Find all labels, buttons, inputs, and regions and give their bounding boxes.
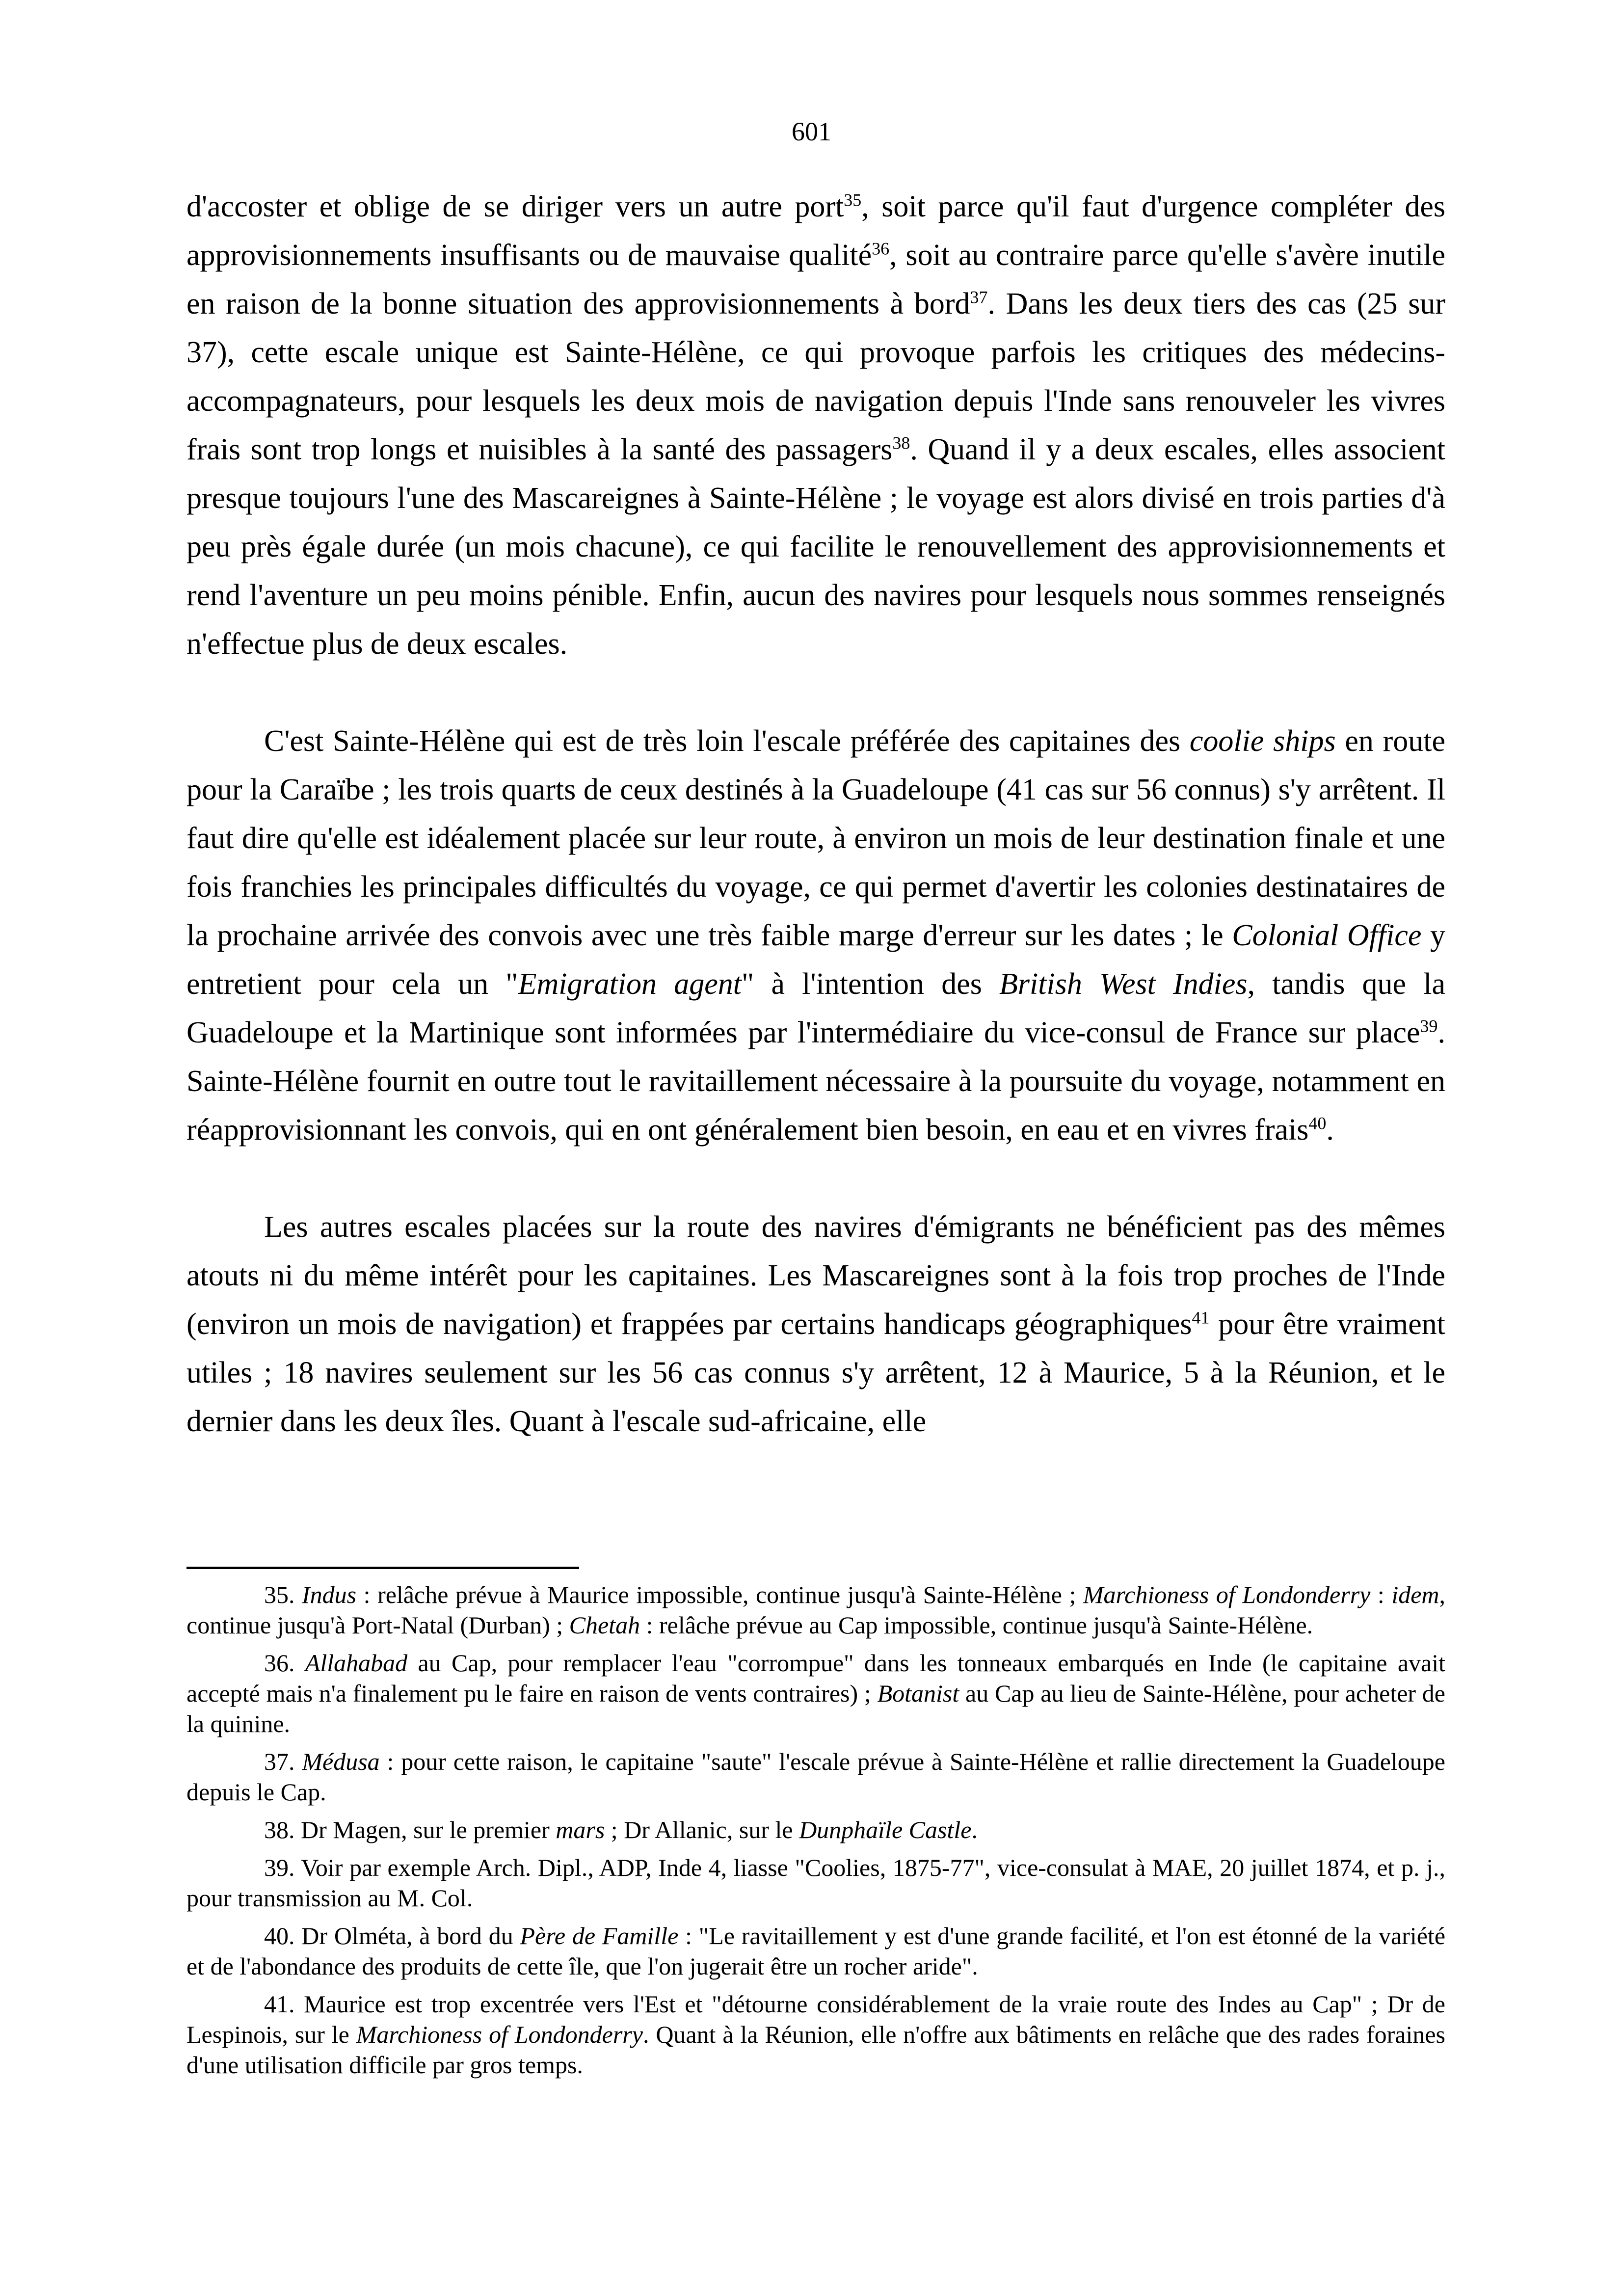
text-run: : relâche prévue au Cap impossible, continue jusqu'à Sainte-Hélène. xyxy=(640,1611,1313,1639)
italic-term: mars xyxy=(556,1816,605,1843)
footnote-41 xyxy=(186,1989,1445,2080)
italic-term: Dunphaïle Castle xyxy=(799,1816,972,1843)
text-run: C'est Sainte-Hélène qui est de très loin l'escale préférée des capitaines des xyxy=(264,724,1190,758)
page-number: 601 xyxy=(792,117,831,146)
footnote-ref-37[interactable]: 37 xyxy=(970,287,988,307)
footnote-37 xyxy=(186,1746,1445,1807)
italic-term: Indus xyxy=(302,1581,357,1608)
text-run: , tandis que la Guadeloupe et la Martinique sont informées par l'intermédiaire du vice-consul de France sur place xyxy=(186,967,1445,1049)
text-run: pour être vraiment utiles ; 18 navires seulement sur les 56 cas connus s'y arrêtent, 12 à Maurice, 5 à la Réunion, et le dernier dans les deux îles. Quant à l'escale sud-africaine, elle xyxy=(186,1308,1445,1438)
text-run: : pour cette raison, le capitaine "saute" l'escale prévue à Sainte-Hélène et rallie directement la Guadeloupe depuis le Cap. xyxy=(186,1748,1445,1806)
text-run: : "Le ravitaillement y est d'une grande facilité, et l'on est étonné de la variété et de l'abondance des produits de cette île, que l'on jugerait être un rocher aride". xyxy=(186,1922,1446,1980)
text-run: . Quant à la Réunion, elle n'offre aux bâtiments en relâche que des rades foraines d'une utilisation difficile par gros temps. xyxy=(186,2021,1445,2079)
italic-term: Père de Famille xyxy=(520,1922,679,1949)
footnote-40 xyxy=(186,1921,1445,1981)
footnote-number: 37. xyxy=(264,1748,302,1775)
text-run: , continue jusqu'à Port-Natal (Durban) ; xyxy=(186,1581,1446,1639)
text-run: au Cap, pour remplacer l'eau "corrompue" dans les tonneaux embarqués en Inde (le capitaine avait accepté mais n'a finalement pu le faire en raison de vents contraires) ; xyxy=(186,1649,1446,1707)
footnote-38 xyxy=(186,1815,1445,1845)
footnote-39 xyxy=(186,1852,1445,1913)
italic-term: Chetah xyxy=(569,1611,640,1639)
paragraph-1 xyxy=(186,183,1445,668)
text-run: . xyxy=(971,1816,978,1843)
text-run: Dr Magen, sur le premier xyxy=(301,1816,556,1843)
paragraph-2 xyxy=(186,717,1445,1154)
footnote-ref-41[interactable]: 41 xyxy=(1192,1308,1210,1328)
italic-term: coolie ships xyxy=(1189,724,1336,758)
footnote-number: 38. xyxy=(264,1816,301,1843)
italic-term: Allahabad xyxy=(305,1649,408,1677)
italic-term: Botanist xyxy=(877,1680,959,1707)
footnote-ref-39[interactable]: 39 xyxy=(1420,1016,1438,1036)
text-run: ; Dr Allanic, sur le xyxy=(605,1816,799,1843)
italic-term: Marchioness of Londonderry xyxy=(1083,1581,1371,1608)
footnote-number: 35. xyxy=(264,1581,302,1608)
footnote-separator xyxy=(186,1567,579,1569)
italic-term: Médusa xyxy=(302,1748,380,1775)
footnote-number: 39. xyxy=(264,1854,301,1881)
text-run: au Cap au lieu de Sainte-Hélène, pour acheter de la quinine. xyxy=(186,1680,1446,1737)
footnote-number: 36. xyxy=(264,1649,305,1677)
text-run: Voir par exemple Arch. Dipl., ADP, Inde 4, liasse "Coolies, 1875-77", vice-consulat à MAE, 20 juillet 1874, et p. j., pour transmission au M. Col. xyxy=(186,1854,1445,1912)
footnote-number: 40. xyxy=(264,1922,302,1949)
text-run: . Dans les deux tiers des cas (25 sur 37), cette escale unique est Sainte-Hélène, ce qui provoque parfois les critiques des médecins-accompagnateurs, pour lesquels les deux mois de navigation depuis l'Inde sans renouveler les vivres frais sont trop longs et nuisibles à la santé des passagers xyxy=(186,287,1445,466)
footnote-ref-38[interactable]: 38 xyxy=(892,433,910,453)
italic-term: British West Indies xyxy=(999,967,1248,1001)
text-run: " à l'intention des xyxy=(741,967,1000,1001)
footnote-ref-35[interactable]: 35 xyxy=(844,190,862,210)
text-run: . Quand il y a deux escales, elles associent presque toujours l'une des Mascareignes à Sainte-Hélène ; le voyage est alors divisé en trois parties d'à peu près égale durée (un mois chacune), ce qui facilite le renouvellement des approvisionnements et rend l'aventure un peu moins pénible. Enfin, aucun des navires pour lesquels nous sommes renseignés n'effectue plus de deux escales. xyxy=(186,433,1446,661)
italic-term: Marchioness of Londonderry xyxy=(356,2021,643,2048)
text-run: , soit au contraire parce qu'elle s'avère inutile en raison de la bonne situation des approvisionnements à bord xyxy=(186,239,1445,320)
text-run: : xyxy=(1370,1581,1392,1608)
italic-term: idem xyxy=(1391,1581,1439,1608)
text-run: , soit parce qu'il faut d'urgence compléter des approvisionnements insuffisants ou de mauvaise qualité xyxy=(186,190,1445,272)
text-run: . Sainte-Hélène fournit en outre tout le ravitaillement nécessaire à la poursuite du voyage, notamment en réapprovisionnant les convois, qui en ont généralement bien besoin, en eau et en vivres frais xyxy=(186,1016,1445,1147)
text-run: d'accoster et oblige de se diriger vers un autre port xyxy=(186,190,844,223)
text-run: Dr Olméta, à bord du xyxy=(301,1922,520,1949)
text-run: . xyxy=(1326,1113,1334,1147)
body-text xyxy=(186,183,1445,1446)
text-run: Les autres escales placées sur la route des navires d'émigrants ne bénéficient pas des mêmes atouts ni du même intérêt pour les capitaines. Les Mascareignes sont à la fois trop proches de l'Inde (environ un mois de navigation) et frappées par certains handicaps géographiques xyxy=(186,1210,1445,1341)
text-run: y entretient pour cela un " xyxy=(186,919,1446,1001)
footnote-35 xyxy=(186,1579,1445,1640)
text-run: en route pour la Caraïbe ; les trois quarts de ceux destinés à la Guadeloupe (41 cas sur 56 connus) s'y arrêtent. Il faut dire qu'elle est idéalement placée sur leur route, à environ un mois de leur destination finale et une fois franchies les principales difficultés du voyage, ce qui permet d'avertir les colonies destinataires de la prochaine arrivée des convois avec une très faible marge d'erreur sur les dates ; le xyxy=(186,724,1445,952)
footnotes xyxy=(186,1579,1445,2087)
paragraph-3 xyxy=(186,1203,1445,1446)
footnote-ref-36[interactable]: 36 xyxy=(872,239,890,259)
italic-term: Emigration agent xyxy=(518,967,742,1001)
footnote-ref-40[interactable]: 40 xyxy=(1308,1113,1327,1133)
text-run: Maurice est trop excentrée vers l'Est et "détourne considérablement de la vraie route des Indes au Cap" ; Dr de Lespinois, sur le xyxy=(186,1990,1445,2048)
footnote-36 xyxy=(186,1648,1445,1739)
italic-term: Colonial Office xyxy=(1232,919,1422,952)
footnote-number: 41. xyxy=(264,1990,304,2018)
text-run: : relâche prévue à Maurice impossible, continue jusqu'à Sainte-Hélène ; xyxy=(356,1581,1083,1608)
